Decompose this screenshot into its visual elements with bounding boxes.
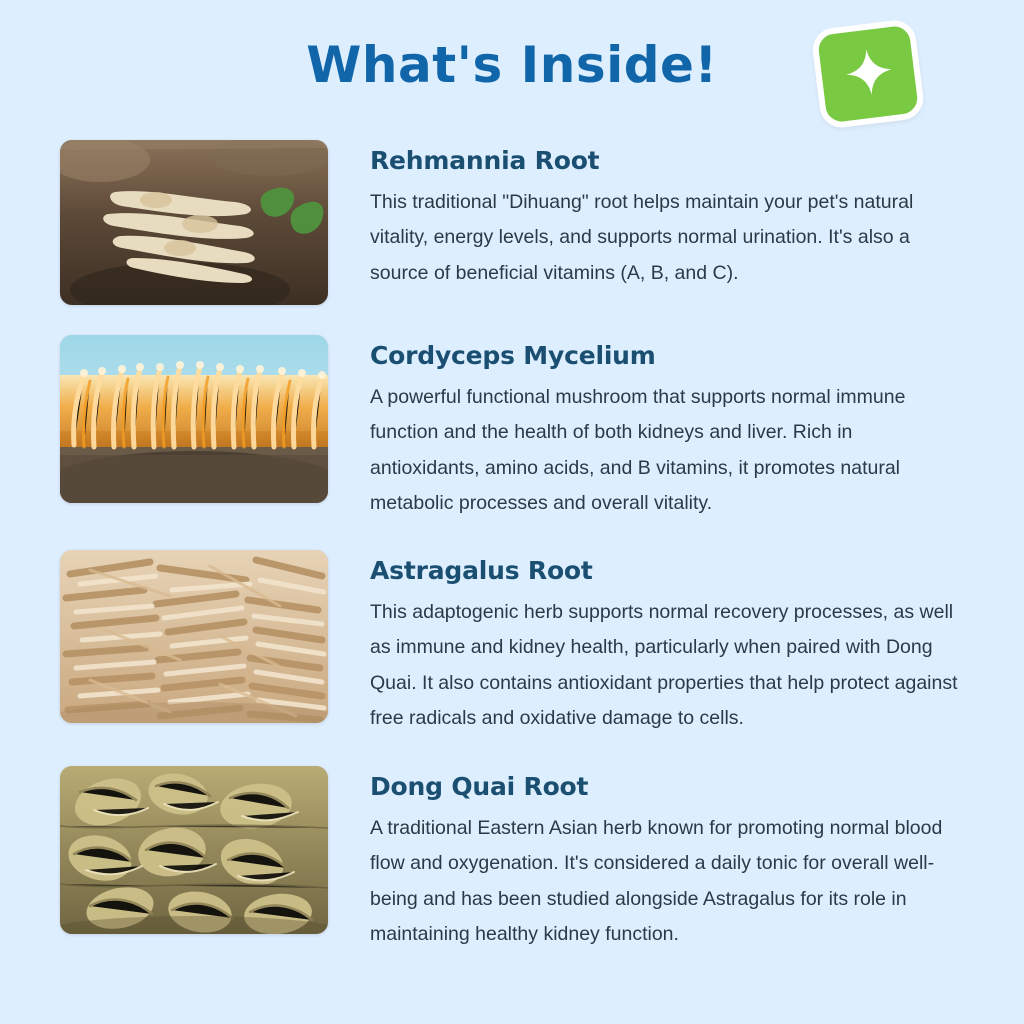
ingredient-description: This traditional "Dihuang" root helps maintain your pet's natural vitality, energy levels, and supports normal urination. It's also a source of beneficial vitamins (A, B, and C). — [370, 191, 914, 284]
dong-quai-root-photo — [60, 766, 328, 934]
list-item — [60, 550, 966, 737]
rehmannia-root-photo — [60, 140, 328, 305]
ingredient-title: Cordyceps Mycelium — [370, 341, 656, 370]
ingredient-title: Rehmannia Root — [370, 146, 600, 175]
header — [0, 0, 1024, 122]
sparkle-icon — [843, 46, 894, 97]
ingredient-title: Astragalus Root — [370, 555, 593, 585]
ingredient-body — [328, 550, 966, 737]
ingredient-body — [328, 766, 966, 953]
ingredient-description: This adaptogenic herb supports normal recovery processes, as well as immune and kidney health, particularly when paired with Dong Quai. It also contains antioxidant properties that help protect against free radicals and oxidative damage to cells. — [370, 600, 958, 730]
sparkle-badge — [812, 20, 930, 132]
ingredient-list — [0, 140, 1024, 953]
page-title: What's Inside! — [306, 36, 718, 94]
list-item — [60, 335, 966, 522]
cordyceps-mycelium-photo — [60, 335, 328, 503]
list-item — [60, 766, 966, 953]
ingredient-body — [328, 140, 966, 291]
ingredient-description: A powerful functional mushroom that supports normal immune function and the health of both kidneys and liver. Rich in antioxidants, amino acids, and B vitamins, it promotes natural metabolic processes and overall vitality. — [370, 386, 906, 515]
astragalus-root-photo — [60, 550, 328, 723]
ingredient-description: A traditional Eastern Asian herb known for promoting normal blood flow and oxygenation. It's considered a daily tonic for overall well-being and has been studied alongside Astragalus for its role in maintaining healthy kidney function. — [370, 816, 943, 946]
ingredient-title: Dong Quai Root — [370, 771, 589, 801]
list-item — [60, 140, 966, 305]
ingredient-body — [328, 335, 966, 522]
